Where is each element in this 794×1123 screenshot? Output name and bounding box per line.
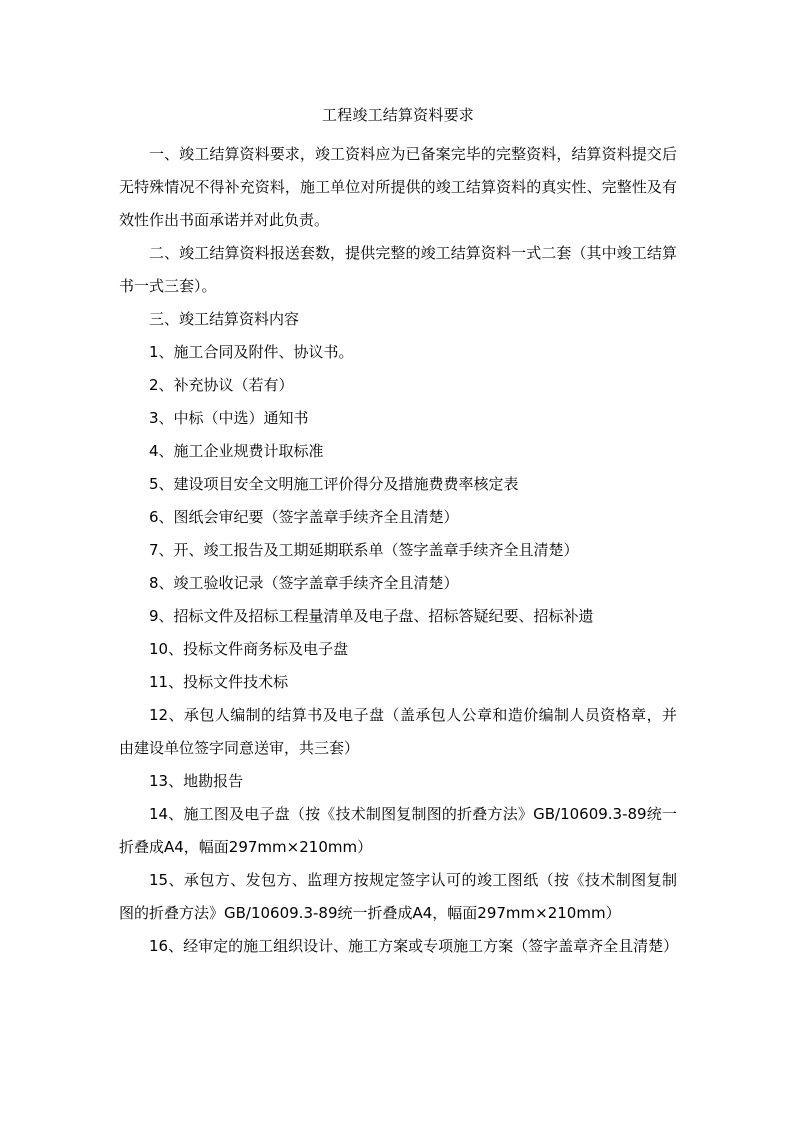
list-item-12: 12、承包人编制的结算书及电子盘（盖承包人公章和造价编制人员资格章，并由建设单位签字同意送审，共三套） [119, 706, 677, 757]
list-item-16: 16、经审定的施工组织设计、施工方案或专项施工方案（签字盖章齐全且清楚） [149, 937, 679, 955]
list-item-2: 2、补充协议（若有） [149, 376, 294, 394]
list-item-3: 3、中标（中选）通知书 [149, 409, 309, 427]
list-item-4: 4、施工企业规费计取标准 [149, 442, 324, 460]
paragraph-2: 二、竣工结算资料报送套数，提供完整的竣工结算资料一式二套（其中竣工结算书一式三套）。 [119, 244, 677, 295]
list-item-6: 6、图纸会审纪要（签字盖章手续齐全且清楚） [149, 508, 459, 526]
list-item-14: 14、施工图及电子盘（按《技术制图复制图的折叠方法》GB/10609.3-89统一折叠成A4，幅面297mm×210mm） [119, 805, 677, 856]
list-item-15: 15、承包方、发包方、监理方按规定签字认可的竣工图纸（按《技术制图复制图的折叠方法》GB/10609.3-89统一折叠成A4，幅面297mm×210mm） [119, 871, 677, 922]
paragraph-3: 三、竣工结算资料内容 [149, 310, 300, 328]
list-item-11: 11、投标文件技术标 [149, 673, 289, 691]
list-item-10: 10、投标文件商务标及电子盘 [149, 640, 349, 658]
document-title: 工程竣工结算资料要求 [321, 106, 474, 124]
list-item-5: 5、建设项目安全文明施工评价得分及措施费费率核定表 [149, 475, 519, 493]
list-item-13: 13、地勘报告 [149, 772, 244, 790]
paragraph-1: 一、竣工结算资料要求，竣工资料应为已备案完毕的完整资料，结算资料提交后无特殊情况不得补充资料，施工单位对所提供的竣工结算资料的真实性、完整性及有效性作出书面承诺并对此负责。 [119, 145, 677, 229]
list-item-8: 8、竣工验收记录（签字盖章手续齐全且清楚） [149, 574, 459, 592]
list-item-1: 1、施工合同及附件、协议书。 [149, 343, 354, 361]
list-item-9: 9、招标文件及招标工程量清单及电子盘、招标答疑纪要、招标补遗 [149, 607, 594, 625]
document-body [119, 104, 677, 963]
list-item-7: 7、开、竣工报告及工期延期联系单（签字盖章手续齐全且清楚） [149, 541, 579, 559]
